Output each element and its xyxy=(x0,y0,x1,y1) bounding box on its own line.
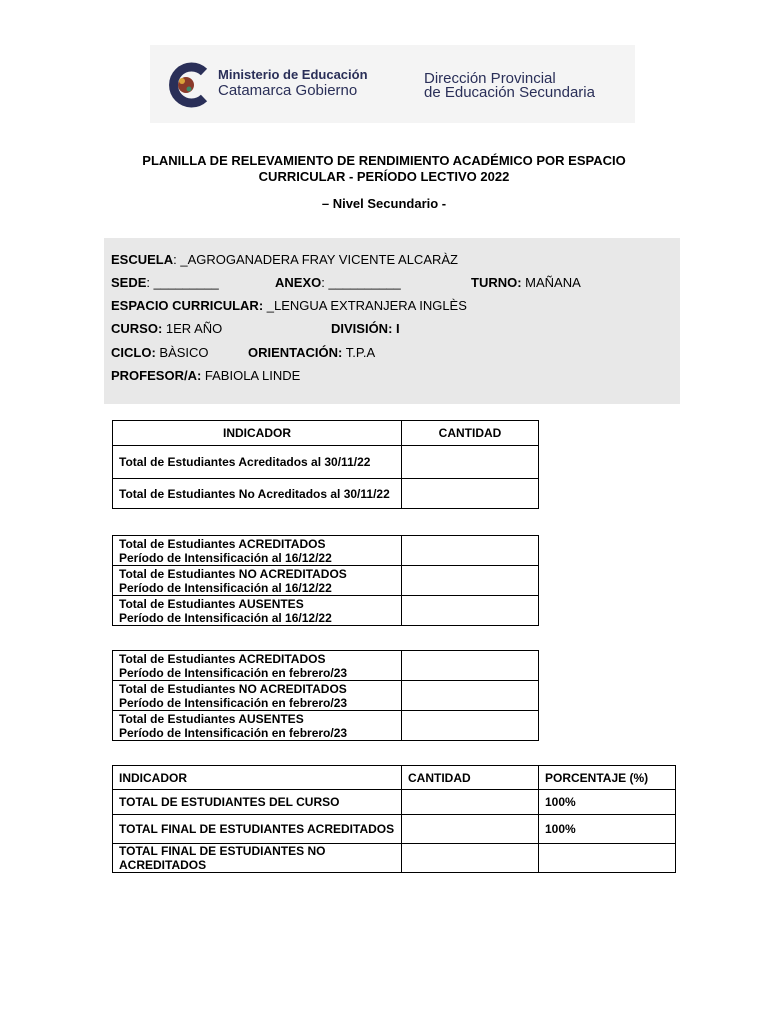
indicador-line-2: Período de Intensificación en febrero/23 xyxy=(119,725,348,740)
indicador-cell xyxy=(113,566,402,596)
turno-line xyxy=(471,275,581,290)
direction-line-2: de Educación Secundaria xyxy=(424,84,595,101)
espacio-label: ESPACIO CURRICULAR: xyxy=(111,298,264,313)
porcentaje-cell: 100% xyxy=(539,815,676,844)
cantidad-cell[interactable] xyxy=(402,566,539,596)
cantidad-cell[interactable] xyxy=(402,536,539,566)
cantidad-cell[interactable] xyxy=(402,681,539,711)
ciclo-label: CICLO: xyxy=(111,345,156,360)
table-row xyxy=(113,815,676,844)
indicador-line-2: Período de Intensificación en febrero/23 xyxy=(119,695,348,710)
direction-line-1: Dirección Provincial xyxy=(424,70,556,87)
profesor-line xyxy=(111,368,300,383)
table-header-row xyxy=(113,766,676,790)
profesor-label: PROFESOR/A: xyxy=(111,368,202,383)
cantidad-cell[interactable] xyxy=(402,479,539,509)
indicador-line-2: Período de Intensificación al 16/12/22 xyxy=(119,580,332,595)
ciclo-line xyxy=(111,345,209,360)
header-porcentaje: PORCENTAJE (%) xyxy=(539,766,676,790)
table-row xyxy=(113,681,539,711)
sede-line xyxy=(111,275,219,290)
orientacion-value: T.P.A xyxy=(342,345,376,360)
ministry-name: Ministerio de Educación xyxy=(218,67,368,82)
turno-value: MAÑANA xyxy=(521,275,581,290)
indicador-line-1: Total de Estudiantes AUSENTES xyxy=(119,711,304,726)
espacio-line xyxy=(111,298,467,313)
indicador-cell xyxy=(113,711,402,741)
title-line-1: PLANILLA DE RELEVAMIENTO DE RENDIMIENTO ACADÉMICO POR ESPACIO xyxy=(142,153,626,168)
cantidad-cell[interactable] xyxy=(402,651,539,681)
escuela-line xyxy=(111,252,458,267)
final-totals-table xyxy=(112,765,676,873)
indicador-cell: TOTAL FINAL DE ESTUDIANTES NO ACREDITADOS xyxy=(113,844,402,873)
table-row xyxy=(113,536,539,566)
curso-line xyxy=(111,321,222,336)
header-indicador: INDICADOR xyxy=(113,421,402,446)
intensification-feb-table xyxy=(112,650,539,741)
indicador-cell: TOTAL FINAL DE ESTUDIANTES ACREDITADOS xyxy=(113,815,402,844)
indicador-line-2: Período de Intensificación en febrero/23 xyxy=(119,665,348,680)
anexo-label: ANEXO xyxy=(275,275,322,290)
indicador-line-1: Total de Estudiantes ACREDITADOS xyxy=(119,536,326,551)
table-row xyxy=(113,446,539,479)
table-header-row xyxy=(113,421,539,446)
anexo-line xyxy=(275,275,401,290)
indicador-cell xyxy=(113,536,402,566)
table-row xyxy=(113,596,539,626)
title-line-2: CURRICULAR - PERÍODO LECTIVO 2022 xyxy=(258,169,510,184)
cantidad-cell[interactable] xyxy=(402,815,539,844)
indicador-line-1: Total de Estudiantes AUSENTES xyxy=(119,596,304,611)
cantidad-cell[interactable] xyxy=(402,711,539,741)
ciclo-value: BÀSICO xyxy=(155,345,209,360)
turno-label: TURNO: xyxy=(471,275,522,290)
table-row xyxy=(113,651,539,681)
division-label: DIVISIÓN: I xyxy=(331,321,400,336)
intensification-dec-table xyxy=(112,535,539,626)
escuela-value: : _AGROGANADERA FRAY VICENTE ALCARÀZ xyxy=(173,252,458,267)
table-row xyxy=(113,790,676,815)
indicador-cell: TOTAL DE ESTUDIANTES DEL CURSO xyxy=(113,790,402,815)
page-title xyxy=(100,153,668,185)
indicador-cell: Total de Estudiantes Acreditados al 30/11/22 xyxy=(113,446,402,479)
table-row xyxy=(113,566,539,596)
escuela-label: ESCUELA xyxy=(111,252,174,267)
indicador-cell xyxy=(113,681,402,711)
orientacion-line xyxy=(248,345,375,360)
header-cantidad: CANTIDAD xyxy=(402,766,539,790)
curso-label: CURSO: xyxy=(111,321,163,336)
cantidad-cell[interactable] xyxy=(402,596,539,626)
orientacion-label: ORIENTACIÓN: xyxy=(248,345,343,360)
indicador-line-2: Período de Intensificación al 16/12/22 xyxy=(119,550,332,565)
cantidad-cell[interactable] xyxy=(402,446,539,479)
indicador-line-1: Total de Estudiantes ACREDITADOS xyxy=(119,651,326,666)
porcentaje-cell xyxy=(539,844,676,873)
indicador-line-1: Total de Estudiantes NO ACREDITADOS xyxy=(119,681,347,696)
page-subtitle: – Nivel Secundario - xyxy=(321,196,447,211)
indicador-cell xyxy=(113,651,402,681)
accreditation-table xyxy=(112,420,539,509)
porcentaje-cell: 100% xyxy=(539,790,676,815)
espacio-value: _LENGUA EXTRANJERA INGLÈS xyxy=(263,298,467,313)
table-row xyxy=(113,479,539,509)
table-row xyxy=(113,844,676,873)
anexo-value: : __________ xyxy=(321,275,401,290)
sede-value: : _________ xyxy=(146,275,219,290)
indicador-line-2: Período de Intensificación al 16/12/22 xyxy=(119,610,332,625)
indicador-line-1: Total de Estudiantes NO ACREDITADOS xyxy=(119,566,347,581)
profesor-value: FABIOLA LINDE xyxy=(201,368,301,383)
curso-value: 1ER AÑO xyxy=(162,321,223,336)
table-row xyxy=(113,711,539,741)
sede-label: SEDE xyxy=(111,275,147,290)
ministry-logo-icon xyxy=(166,62,212,108)
government-name: Catamarca Gobierno xyxy=(218,82,358,99)
division-line xyxy=(331,321,400,336)
indicador-cell xyxy=(113,596,402,626)
header-indicador: INDICADOR xyxy=(113,766,402,790)
header-cantidad: CANTIDAD xyxy=(402,421,539,446)
indicador-cell: Total de Estudiantes No Acreditados al 30/11/22 xyxy=(113,479,402,509)
cantidad-cell[interactable] xyxy=(402,844,539,873)
cantidad-cell[interactable] xyxy=(402,790,539,815)
